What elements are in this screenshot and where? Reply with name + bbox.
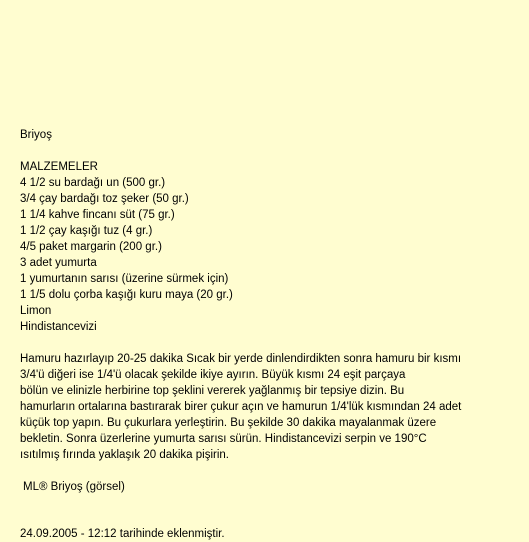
- ingredient-item: 3 adet yumurta: [20, 257, 97, 269]
- instruction-line: Hamuru hazırlayıp 20-25 dakika Sıcak bir yerde dinlendirdikten sonra hamuru bir kısmı: [20, 353, 462, 365]
- ingredient-item: Hindistancevizi: [20, 321, 97, 333]
- instruction-line: hamurların ortalarına bastırarak birer çukur açın ve hamurun 1/4'lük kısmından 24 adet: [20, 401, 462, 413]
- ingredient-item: 1 1/4 kahve fincanı süt (75 gr.): [20, 209, 175, 221]
- ingredient-item: Limon: [20, 305, 52, 317]
- spacer: [20, 463, 520, 479]
- image-link[interactable]: ML® Briyoş (görsel): [23, 481, 125, 493]
- ingredient-item: 3/4 çay bardağı toz şeker (50 gr.): [20, 193, 189, 205]
- instructions-paragraph: [20, 351, 520, 463]
- spacer: [20, 335, 520, 351]
- ingredients-heading: MALZEMELER: [20, 161, 98, 173]
- instruction-line: 3/4'ü diğeri ise 1/4'ü olacak şekilde ikiye ayırın. Büyük kısmı 24 eşit parçaya: [20, 369, 406, 381]
- recipe-document: [20, 127, 520, 495]
- instruction-line: bekletin. Sonra üzerlerine yumurta sarısı sürün. Hindistancevizi serpin ve 190°C: [20, 433, 427, 445]
- recipe-title: Briyoş: [20, 129, 52, 141]
- instruction-line: ısıtılmış fırında yaklaşık 20 dakika pişirin.: [20, 449, 229, 461]
- ingredient-item: 1 1/2 çay kaşığı tuz (4 gr.): [20, 225, 153, 237]
- ingredient-item: 4 1/2 su bardağı un (500 gr.): [20, 177, 166, 189]
- ingredients-list: [20, 175, 520, 335]
- added-date-footer: 24.09.2005 - 12:12 tarihinde eklenmiştir.: [20, 528, 225, 540]
- instruction-line: bölün ve elinizle herbirine top şeklini vererek yağlanmış bir tepsiye dizin. Bu: [20, 385, 405, 397]
- spacer: [20, 143, 520, 159]
- ingredient-item: 4/5 paket margarin (200 gr.): [20, 241, 162, 253]
- instruction-line: küçük top yapın. Bu çukurlara yerleştirin. Bu şekilde 30 dakika mayalanmak üzere: [20, 417, 437, 429]
- ingredient-item: 1 1/5 dolu çorba kaşığı kuru maya (20 gr.): [20, 289, 233, 301]
- ingredient-item: 1 yumurtanın sarısı (üzerine sürmek için): [20, 273, 229, 285]
